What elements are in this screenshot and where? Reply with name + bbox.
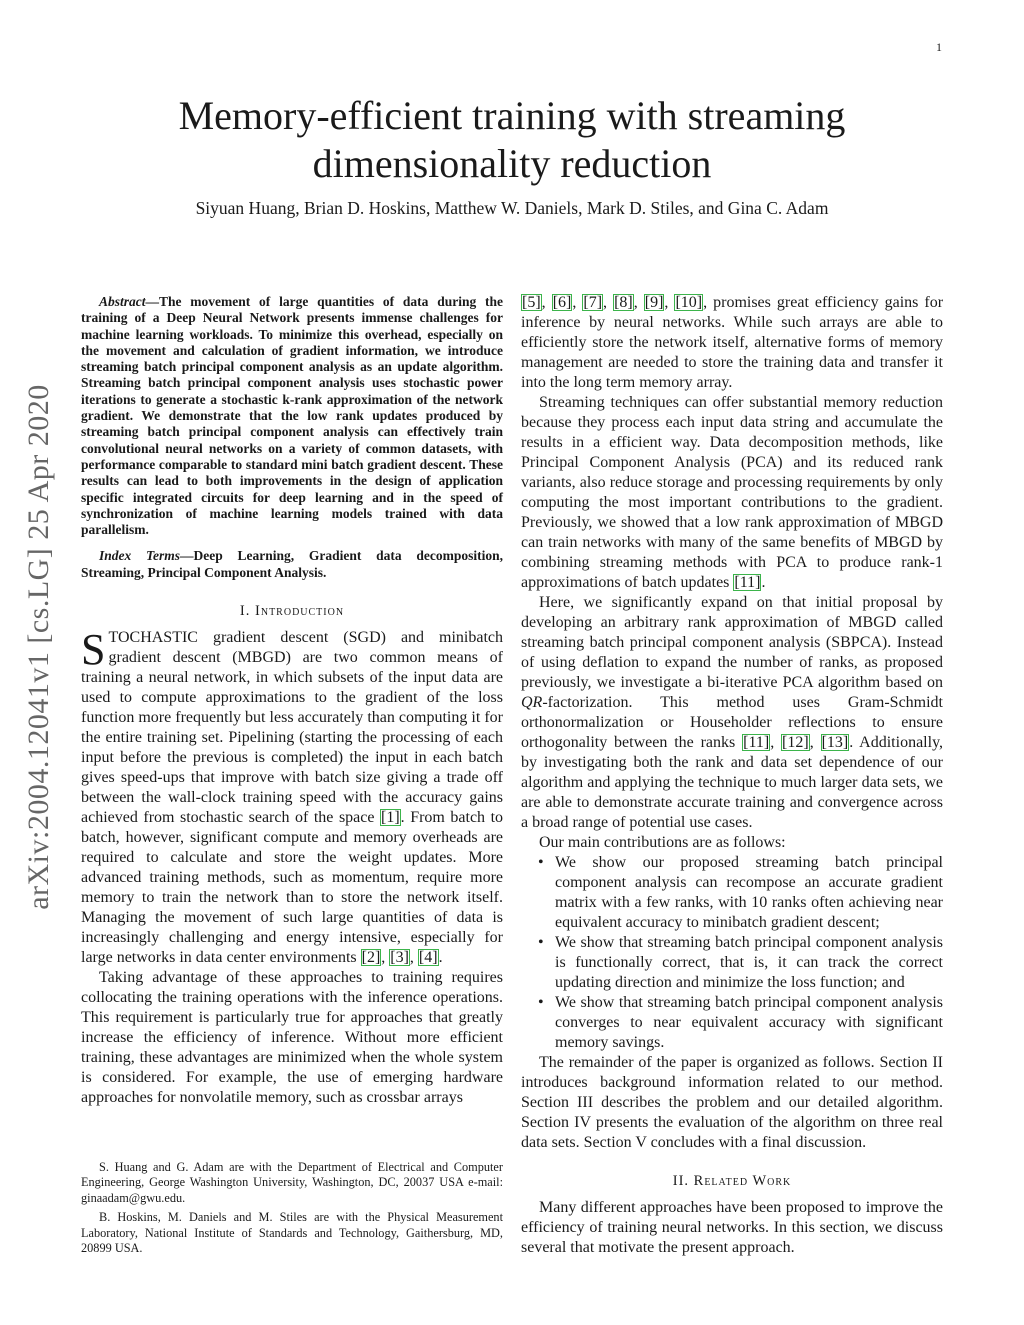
citation-link[interactable]: [1]: [381, 809, 400, 827]
section-title: Related Work: [693, 1173, 792, 1189]
section-heading-related-work: [521, 1173, 943, 1190]
intro-p3-text: Streaming techniques can offer substantial memory reduction because they process each input data string and accumulate the results in a efficient way. Data decomposition methods, like Principal Component Analysis (PCA) and its reduced rank variants, also reduce storage and processing requirements by only computing the most important contributions to the gradient. Previously, we showed that a low rank approximation of MBGD can train networks with many of the same benefits of MBGD by combining streaming methods with PCA to produce rank-1 approximations of batch updates: [521, 394, 943, 591]
list-item: • We show our proposed streaming batch principal component analysis can recompose an accurate gradient matrix with a few ranks, with 10 ranks often achieving near equivalent accuracy to minibatch gradient descent;: [521, 853, 943, 933]
index-terms-label: Index Terms: [99, 548, 181, 564]
section-heading-introduction: [81, 603, 503, 620]
list-item: • We show that streaming batch principal component analysis is functionally correct, that is, it can track the correct updating direction and minimize the loss function; and: [521, 933, 943, 993]
paper-title: Memory-efficient training with streaming dimensionality reduction: [178, 93, 846, 186]
citation-link[interactable]: [7]: [583, 294, 603, 311]
intro-paragraph-6: The remainder of the paper is organized as follows. Section II introduces background information related to our method. Section III describes the problem and our detailed algorithm. Section IV presents the evaluation of the algorithm on three real data sets. Section V concludes with a final discussion.: [521, 1054, 943, 1151]
page-number: 1: [936, 40, 942, 54]
intro-paragraph-2: [81, 968, 503, 1108]
intro-p1-text: STOCHASTIC gradient descent (SGD) and minibatch gradient descent (MBGD) are two common means of training a neural network, in which subsets of the input data are used to compute approximations to the gradient of the loss function more frequently but less accurately than computing it for the entire training set. Pipelining (starting the processing of each input before the previous is completed) the input in each batch gives speed-ups that improve with batch size giving a trade off between the wall-clock training speed with the accuracy gains achieved from stochastic search of the space: [81, 625, 503, 827]
citation-link[interactable]: [3]: [390, 949, 409, 967]
intro-p1-cont: . From batch to batch, however, significant compute and memory overheads are required to calculate and store the weight updates. More advanced training methods, such as momentum, require more memory to train the network than to store the network itself. Managing the movement of such large quantities of data is increasingly challenging and energy intensive, especially for large networks in data center environments: [81, 809, 504, 967]
related-paragraph-1: Many different approaches have been proposed to improve the efficiency of training neural networks. In this section, we discuss several that motivate the present approach.: [521, 1199, 943, 1256]
author-list: Siyuan Huang, Brian D. Hoskins, Matthew W. Daniels, Mark D. Stiles, and Gina C. Adam: [195, 198, 829, 218]
qr-math: QR: [521, 694, 543, 711]
citation-link[interactable]: [11]: [743, 734, 770, 751]
related-work-section: [521, 1173, 943, 1258]
citation-link[interactable]: [12]: [782, 734, 809, 751]
citation-link[interactable]: [4]: [418, 949, 438, 967]
section-title: Introduction: [255, 603, 345, 620]
intro-p2-cont: , promises great efficiency gains for inference by neural networks. While such arrays are able to efficiently store the network itself, alternative forms of memory management are needed to store the training data and transfer it into the long term memory array.: [521, 294, 944, 391]
citation-link[interactable]: [5]: [522, 294, 541, 311]
citation-link[interactable]: [9]: [644, 294, 664, 311]
intro-p4a-text: Here, we significantly expand on that initial proposal by developing an arbitrary rank approximation of MBGD called streaming batch principal component analysis (SBPCA). Instead of using deflation to expand the number of ranks, as proposed previously, we investigate a bi-iterative PCA algorithm based on: [521, 594, 943, 691]
intro-paragraph-2-continued: [5], [6], [7], [8], [9], [10], promises great efficiency gains for inference by neural networks. While such arrays are able to efficiently store the network itself, alternative forms of memory management are needed to store the training data and transfer it into the long term memory array.: [521, 294, 944, 391]
section-numeral: I.: [239, 603, 251, 620]
list-item: • We show that streaming batch principal component analysis converges to near equivalent accuracy with significant memory savings.: [521, 993, 943, 1053]
intro-paragraph-4: Here, we significantly expand on that initial proposal by developing an arbitrary rank approximation of MBGD called streaming batch principal component analysis (SBPCA). Instead of using deflation to expand the number of ranks, as proposed previously, we investigate a bi-iterative PCA algorithm based on QR-factorization. This method uses Gram-Schmidt orthonormalization or Householder reflections to ensure orthogonality between the ranks [11], [12], [13]. Additionally, by investigating both the rank and data set dependence of our algorithm and applying the technique to much larger data sets, we are able to demonstrate accurate training and convergence across a broad range of potential use cases.: [521, 594, 944, 831]
abstract: Abstract—The movement of large quantities of data during the training of a Deep Neural Network presents immense challenges for machine learning workloads. To minimize this overhead, especially on the movement and calculation of gradient information, we introduce streaming batch principal component analysis as an update algorithm. Streaming batch principal component analysis uses stochastic power iterations to generate a stochastic k-rank approximation of the network gradient. We demonstrate that the low rank updates produced by streaming batch principal component analysis can effectively train convolutional neural networks on a variety of common datasets, with performance comparable to standard mini batch gradient descent. These results can lead to both improvements in the design of application specific integrated circuits for deep learning and in the speed of synchronization of machine learning models trained with data parallelism.: [81, 294, 503, 538]
footnote: S. Huang and G. Adam are with the Department of Electrical and Computer Engineering, George Washington University, Washington, DC, 20037 USA e-mail: ginaadam@gwu.edu.: [81, 1160, 503, 1205]
citation-link[interactable]: [8]: [614, 294, 633, 311]
abstract-text: The movement of large quantities of data during the training of a Deep Neural Network presents immense challenges for machine learning workloads. To minimize this overhead, especially on the movement and calculation of gradient information, we introduce streaming batch principal component analysis as an update algorithm. Streaming batch principal component analysis uses stochastic power iterations to generate a stochastic k-rank approximation of the network gradient. We demonstrate that the low rank updates produced by streaming batch principal component analysis can effectively train convolutional neural networks on a variety of common datasets, with performance comparable to standard mini batch gradient descent. These results can lead to both improvements in the design of application specific integrated circuits for deep learning and in the speed of synchronization of machine learning models trained with data parallelism.: [81, 294, 503, 538]
citation-link[interactable]: [6]: [552, 294, 572, 311]
index-terms-text: Deep Learning, Gradient data decomposition, Streaming, Principal Component Analysis.: [81, 548, 503, 580]
intro-p4c-text: . Additionally, by investigating both the rank and data set dependence of our algorithm and applying the technique to much larger data sets, we are able to demonstrate accurate training and convergence across a broad range of potential use cases.: [521, 734, 944, 831]
footnote: B. Hoskins, M. Daniels and M. Stiles are with the Physical Measurement Laboratory, National Institute of Standards and Technology, Gaithersburg, MD, 20899 USA.: [81, 1210, 503, 1256]
arxiv-stamp: [20, 352, 58, 942]
intro-paragraph-5: Our main contributions are as follows:: [539, 834, 786, 851]
citation-link[interactable]: [13]: [821, 734, 849, 751]
intro-paragraph-1: STOCHASTIC gradient descent (SGD) and minibatch gradient descent (MBGD) are two common means of training a neural network, in which subsets of the input data are used to compute approximations to the gradient of the loss function more frequently but less accurately than computing it for the entire training set. Pipelining (starting the processing of each input before the previous is completed) the input in each batch gives speed-ups that improve with batch size giving a trade off between the wall-clock training speed with the accuracy gains achieved from stochastic search of the space [1]. From batch to batch, however, significant compute and memory overheads are required to calculate and store the weight updates. More advanced training methods, such as momentum, require more memory to train the network than to store the network itself. Managing the movement of such large quantities of data is increasingly challenging and energy intensive, especially for large networks in data center environments [2], [3], [4].: [81, 625, 504, 967]
intro-p4b-text: -factorization. This method uses Gram-Schmidt orthonormalization or Householder reflections to ensure orthogonality between the ranks: [521, 694, 943, 751]
arxiv-stamp-text: arXiv:2004.12041v1 [cs.LG] 25 Apr 2020: [22, 384, 56, 910]
left-column: [81, 294, 503, 1108]
right-column: [521, 293, 943, 1258]
citation-link[interactable]: [10]: [675, 294, 703, 311]
index-terms: Index Terms—Deep Learning, Gradient data decomposition, Streaming, Principal Component Analysis.: [81, 548, 503, 580]
abstract-label: Abstract: [99, 294, 146, 309]
footnotes: [81, 1160, 503, 1256]
section-numeral: II.: [672, 1173, 690, 1189]
contributions-list: [521, 853, 943, 1053]
intro-paragraph-3: Streaming techniques can offer substantial memory reduction because they process each input data string and accumulate the results in a efficient way. Data decomposition methods, like Principal Component Analysis (PCA) and its reduced rank variants, also reduce storage and processing requirements by only computing the most important contributions to the gradient. Previously, we showed that a low rank approximation of MBGD can train networks with many of the same benefits of MBGD by combining streaming methods with PCA to produce rank-1 approximations of batch updates [11].: [521, 394, 943, 591]
citation-link[interactable]: [11]: [734, 574, 761, 591]
citation-link[interactable]: [2]: [361, 949, 381, 967]
intro-p2-text: Taking advantage of these approaches to training requires collocating the training operations with the inference operations. This requirement is particularly true for approaches that greatly increase the efficiency of inference. Without more efficient training, these advantages are minimized when the whole system is considered. For example, the use of emerging hardware approaches for nonvolatile memory, such as crossbar arrays: [81, 969, 503, 1107]
